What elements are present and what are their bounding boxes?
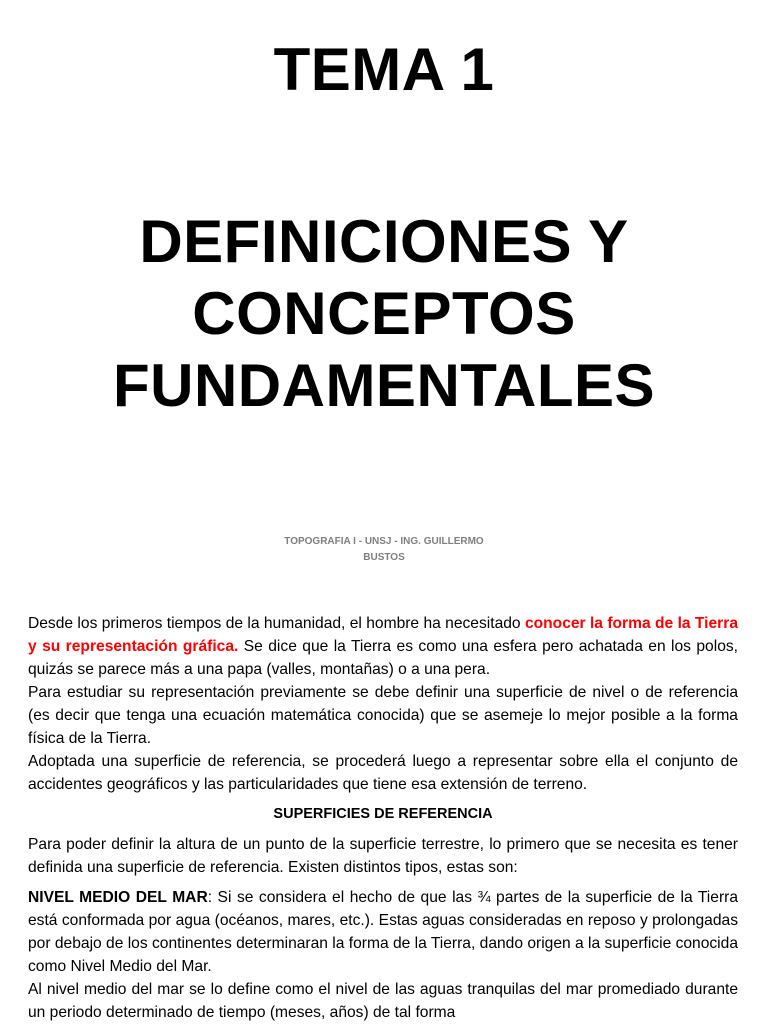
footer-line: BUSTOS bbox=[363, 552, 405, 563]
slide-title: TEMA 1 bbox=[273, 36, 495, 103]
section-heading: SUPERFICIES DE REFERENCIA bbox=[273, 806, 493, 822]
paragraph-study: Para estudiar su representación previamente se debe definir una superficie de nivel o de referencia (es decir que tenga una ecuación matemática conocida) que se asemeje lo mejor posible a la forma física de la Tierra. bbox=[28, 684, 738, 747]
paragraph-intro bbox=[28, 612, 738, 681]
intro-text-end: Se dice que la Tierra es como una esfera pero achatada en los polos, quizás se parece más a una papa (valles, montañas) o a una pera. bbox=[28, 638, 739, 678]
slide-subtitle bbox=[0, 206, 768, 422]
slide-footer bbox=[260, 534, 508, 566]
sea-level-text: : Si se considera el hecho de que las ¾ partes de la superficie de la Tierra está conformada por agua (océanos, mares, etc.). Estas aguas consideradas en reposo y prolongadas por debajo de los continentes determinaran la forma de la Tierra, dando origen a la superficie conocida como Nivel Medio del Mar. bbox=[28, 889, 738, 975]
paragraph-adoption: Adoptada una superficie de referencia, se procederá luego a representar sobre ella el conjunto de accidentes geográficos y las particularidades que tiene esa extensión de terreno. bbox=[28, 753, 738, 793]
paragraph-sea-level bbox=[28, 886, 738, 978]
footer-line: TOPOGRAFIA I - UNSJ - ING. GUILLERMO bbox=[284, 536, 484, 547]
sea-level-label: NIVEL MEDIO DEL MAR bbox=[28, 889, 208, 906]
paragraph-reference-types: Para poder definir la altura de un punto de la superficie terrestre, lo primero que se necesita es tener definida una superficie de referencia. Existen distintos tipos, estas son: bbox=[28, 836, 738, 876]
intro-text: Desde los primeros tiempos de la humanidad, el hombre ha necesitado bbox=[28, 615, 525, 632]
paragraph-sea-level-definition: Al nivel medio del mar se lo define como el nivel de las aguas tranquilas del mar promediado durante un periodo determinado de tiempo (meses, años) de tal forma bbox=[28, 981, 738, 1021]
subtitle-line: DEFINICIONES Y bbox=[139, 208, 629, 275]
document-body bbox=[28, 612, 738, 1024]
subtitle-line: CONCEPTOS bbox=[192, 280, 576, 347]
subtitle-line: FUNDAMENTALES bbox=[112, 352, 656, 419]
intro-highlight: conocer la forma de la Tierra y su representación gráfica. bbox=[28, 615, 738, 655]
